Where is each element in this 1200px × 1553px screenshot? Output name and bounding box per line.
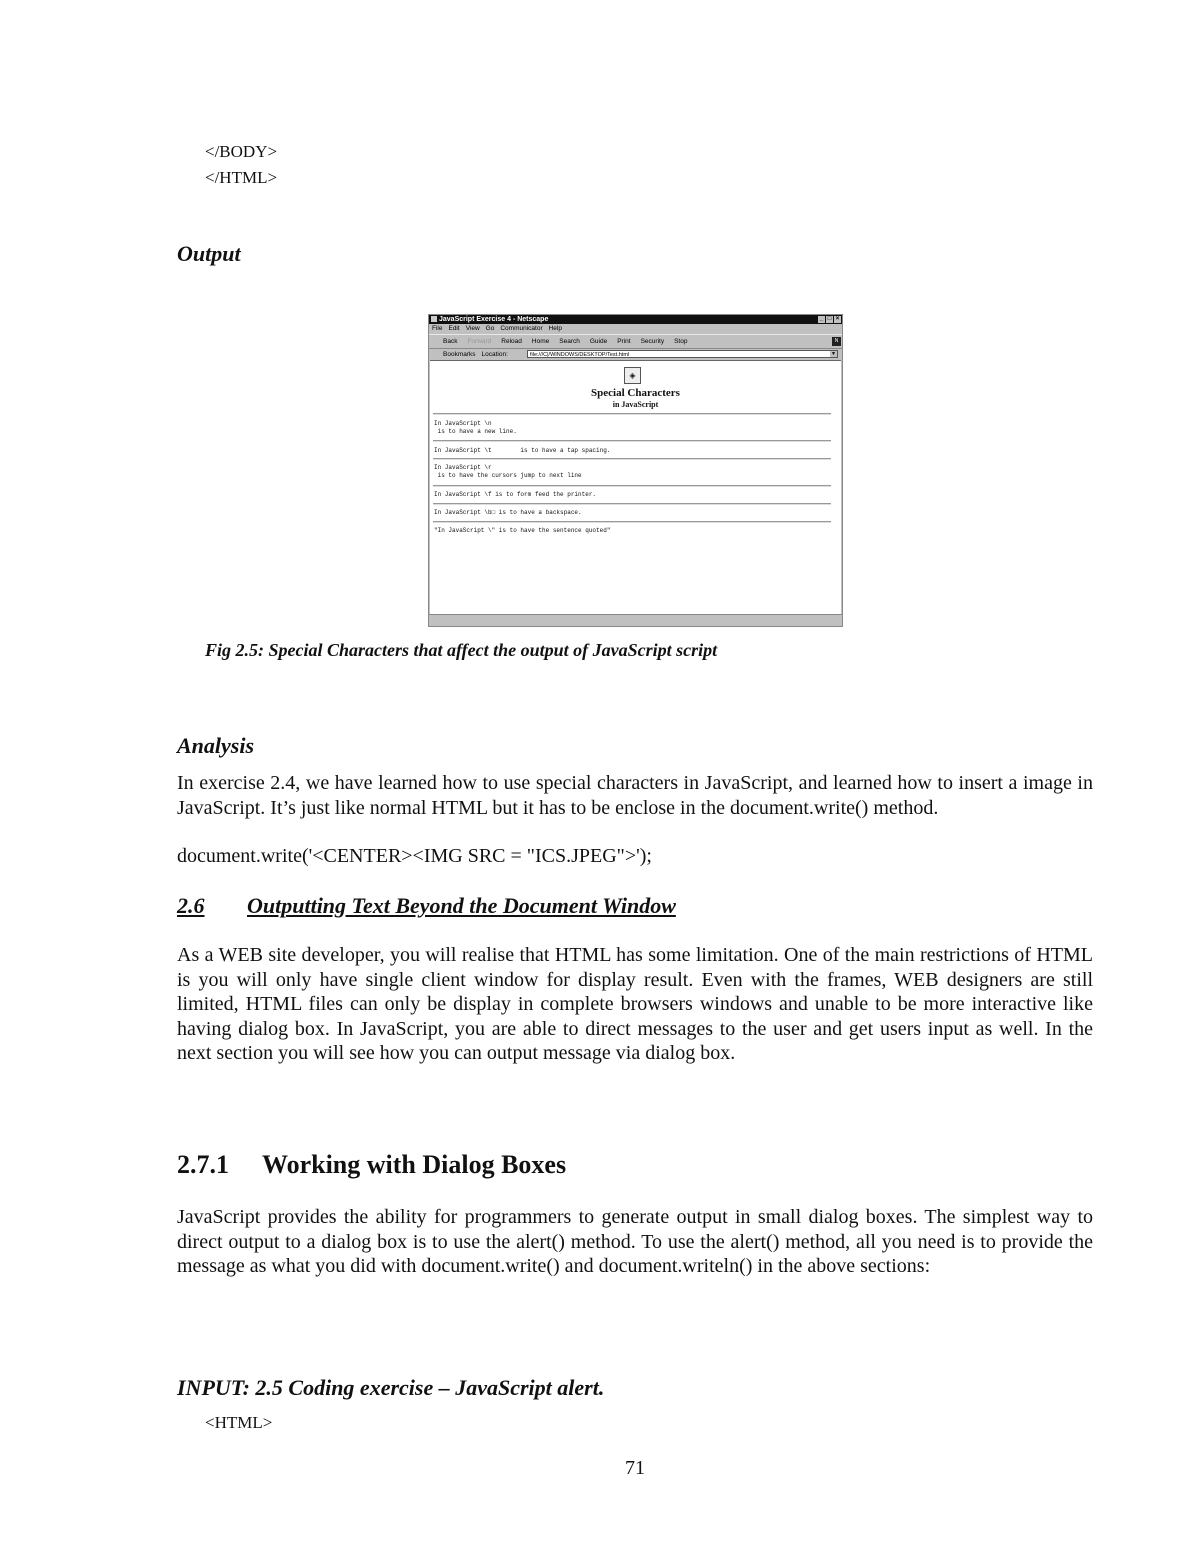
screenshot-menubar [429,324,842,334]
toolbar-guide: Guide [589,338,608,345]
screenshot-window-title: JavaScript Exercise 4 - Netscape [439,316,549,323]
divider [433,413,831,415]
output-heading: Output [177,241,241,266]
divider [433,440,831,442]
input-heading: INPUT: 2.5 Coding exercise – JavaScript alert. [177,1375,605,1400]
special-char-line-formfeed: In JavaScript \f is to form feed the printer. [434,491,597,498]
code-line-html-open: <HTML> [205,1413,273,1432]
analysis-paragraph: In exercise 2.4, we have learned how to use special characters in JavaScript, and learned how to insert a image in JavaScript. It’s just like normal HTML but it has to be enclose in the document.write() method. [177,772,1093,819]
toolbar-home: Home [531,338,550,345]
menu-help: Help [548,325,562,332]
section-2-7-1-paragraph: JavaScript provides the ability for programmers to generate output in small dialog boxes. The simplest way to direct output to a dialog box is to use the alert() method. To use the alert() method, all you need is to provide the message as what you did with document.write() and document.writeln() in the above sections: [177,1206,1093,1277]
screenshot-titlebar [429,315,842,324]
location-field [527,350,838,358]
toolbar-security: Security [640,338,665,345]
menu-communicator: Communicator [500,325,543,332]
menu-edit: Edit [448,325,460,332]
chevron-down-icon: ▼ [831,351,836,357]
divider [433,458,831,460]
section-2-7-1-number: 2.7.1 [177,1150,229,1179]
toolbar-back: Back [443,338,458,345]
location-label: Location: [481,351,508,358]
section-2-6-number: 2.6 [177,893,205,918]
toolbar-reload: Reload [501,338,522,345]
divider [433,485,831,487]
maximize-icon: □ [827,316,832,322]
special-char-line-tab: In JavaScript \t is to have a tap spacing. [434,447,611,454]
special-char-line-quote: "In JavaScript \" is to have the sentence quoted" [434,527,611,534]
page-number: 71 [625,1457,645,1479]
menu-file: File [432,325,443,332]
section-2-6-paragraph: As a WEB site developer, you will realise that HTML has some limitation. One of the main restrictions of HTML is you will only have single client window for display result. Even with the frames, WEB designers are still limited, HTML files can only be display in complete browsers windows and unable to be more interactive like having dialog box. In JavaScript, you are able to direct messages to the user and get users input as well. In the next section you will see how you can output message via dialog box. [177,944,1093,1064]
toolbar-forward: Forward [467,338,492,345]
ics-logo-icon: ◈ [624,367,641,384]
screenshot-page-subtitle: in JavaScript [612,400,659,409]
screenshot-toolbar [429,334,842,349]
toolbar-print: Print [617,338,631,345]
menu-view: View [465,325,480,332]
browser-screenshot [428,314,843,627]
code-line-html-close: </HTML> [205,168,278,187]
code-example: document.write('<CENTER><IMG SRC = "ICS.JPEG">'); [177,845,652,867]
analysis-heading: Analysis [177,733,255,758]
screenshot-page-title: Special Characters [591,387,680,399]
screenshot-location-bar [429,349,842,360]
screenshot-page-content [430,360,841,617]
section-2-7-1-title: Working with Dialog Boxes [262,1150,567,1179]
netscape-logo-icon: N [832,337,841,346]
minimize-icon: _ [819,316,824,322]
section-2-6-title: Outputting Text Beyond the Document Window [247,893,676,918]
special-char-line-backspace: In JavaScript \b□ is to have a backspace. [434,509,582,516]
divider [433,521,831,523]
figure-caption: Fig 2.5: Special Characters that affect the output of JavaScript script [205,640,718,660]
toolbar-search: Search [559,338,580,345]
location-value: file:///C|/WINDOWS/DESKTOP/Test.html [530,352,630,358]
screenshot-statusbar [429,614,842,626]
close-icon: × [835,316,840,322]
special-char-line-newline: In JavaScript \n is to have a new line. [434,420,517,435]
special-char-line-return: In JavaScript \r is to have the cursors jump to next line [434,464,582,479]
code-line-body-close: </BODY> [205,142,278,161]
toolbar-stop: Stop [674,338,688,345]
netscape-window-icon [431,316,437,322]
bookmarks-label: Bookmarks [443,351,476,358]
divider [433,503,831,505]
menu-go: Go [485,325,495,332]
